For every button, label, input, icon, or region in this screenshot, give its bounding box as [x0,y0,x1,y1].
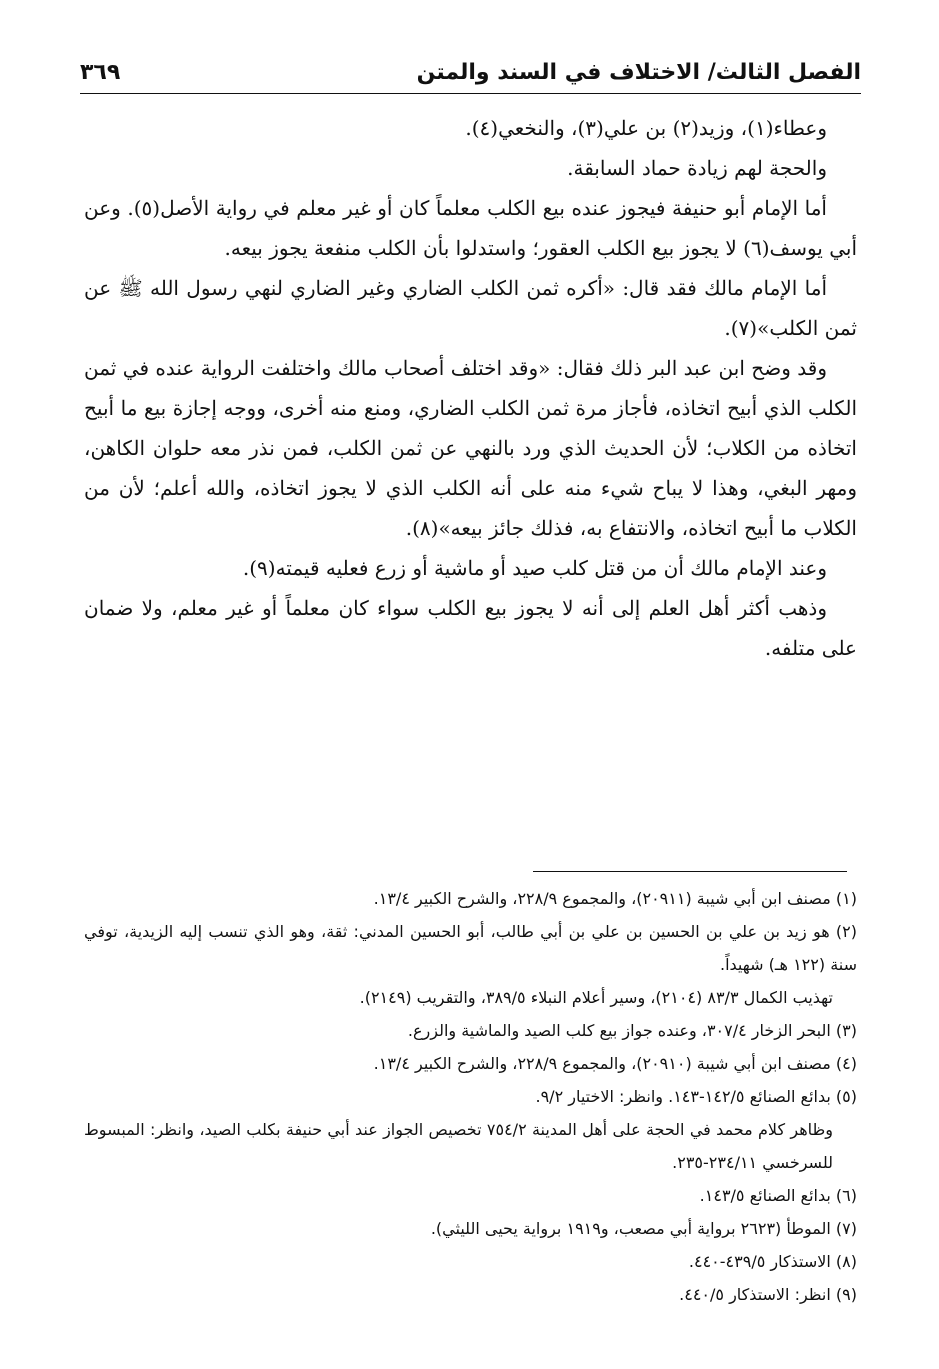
main-text [84,108,857,668]
footnote-6: (٦) بدائع الصنائع ١٤٣/٥. [699,1186,857,1205]
paragraph: وقد وضح ابن عبد البر ذلك فقال: «وقد اختلف أصحاب مالك واختلفت الرواية عنده في ثمن الكلب الذي أبيح اتخاذه، فأجاز مرة ثمن الكلب الضاري، ومنع منه أخرى، ووجه إجازة بيع ما أبيح اتخاذه من الكلاب؛ لأن الحديث الذي ورد بالنهي عن ثمن الكلب، فمن نذر معه حلوان الكاهن، ومهر البغي، وهذا لا يباح شيء منه على أنه الكلب الذي لا يجوز اتخاذه، والله أعلم؛ لأن من الكلاب ما أبيح اتخاذه، والانتفاع به، فذلك جائز بيعه»(٨). [84,356,857,540]
paragraph: وعطاء(١)، وزيد(٢) بن علي(٣)، والنخعي(٤). [465,116,827,140]
footnote-3: (٣) البحر الزخار ٣٠٧/٤، وعنده جواز بيع كلب الصيد والماشية والزرع. [407,1021,857,1040]
footnote-5: (٥) بدائع الصنائع ١٤٢/٥-١٤٣. وانظر: الاختيار ٩/٢. [535,1087,857,1106]
footnote-9: (٩) انظر: الاستذكار ٤٤٠/٥. [679,1285,857,1304]
footnotes [84,882,857,1311]
paragraph: وذهب أكثر أهل العلم إلى أنه لا يجوز بيع الكلب سواء كان معلماً أو غير معلم، ولا ضمان على متلفه. [84,596,857,660]
paragraph: أما الإمام مالك فقد قال: «أكره ثمن الكلب الضاري وغير الضاري لنهي رسول الله ﷺ عن ثمن الكلب»(٧). [84,276,857,340]
footnote-5-continued: وظاهر كلام محمد في الحجة على أهل المدينة ٧٥٤/٢ تخصيص الجواز عند أبي حنيفة بكلب الصيد، وانظر: المبسوط للسرخسي ٢٣٤/١١-٢٣٥. [84,1120,833,1172]
footnote-7: (٧) الموطأ (٢٦٢٣ برواية أبي مصعب، و١٩١٩ برواية يحيى الليثي). [430,1219,857,1238]
footnote-8: (٨) الاستذكار ٤٣٩/٥-٤٤٠. [688,1252,857,1271]
footnote-separator [533,871,847,872]
footnote-4: (٤) مصنف ابن أبي شيبة (٢٠٩١٠)، والمجموع ٢٢٨/٩، والشرح الكبير ١٣/٤. [373,1054,857,1073]
paragraph: والحجة لهم زيادة حماد السابقة. [567,156,827,180]
running-header [80,56,861,92]
footnote-1: (١) مصنف ابن أبي شيبة (٢٠٩١١)، والمجموع ٢٢٨/٩، والشرح الكبير ١٣/٤. [373,889,857,908]
footnote-2: (٢) هو زيد بن علي بن الحسين بن علي بن أبي طالب، أبو الحسين المدني: ثقة، وهو الذي تنسب إليه الزيدية، توفي سنة (١٢٢ هـ) شهيداً. [84,922,857,974]
paragraph: وعند الإمام مالك أن من قتل كلب صيد أو ماشية أو زرع فعليه قيمته(٩). [242,556,827,580]
footnote-2-continued: تهذيب الكمال ٨٣/٣ (٢١٠٤)، وسير أعلام النبلاء ٣٨٩/٥، والتقريب (٢١٤٩). [359,988,833,1007]
chapter-title: الفصل الثالث/ الاختلاف في السند والمتن [416,60,861,85]
page-number: ٣٦٩ [80,60,121,85]
paragraph: أما الإمام أبو حنيفة فيجوز عنده بيع الكلب معلماً كان أو غير معلم في رواية الأصل(٥). وعن أبي يوسف(٦) لا يجوز بيع الكلب العقور؛ واستدلوا بأن الكلب منفعة يجوز بيعه. [84,196,857,260]
header-rule [80,93,861,94]
